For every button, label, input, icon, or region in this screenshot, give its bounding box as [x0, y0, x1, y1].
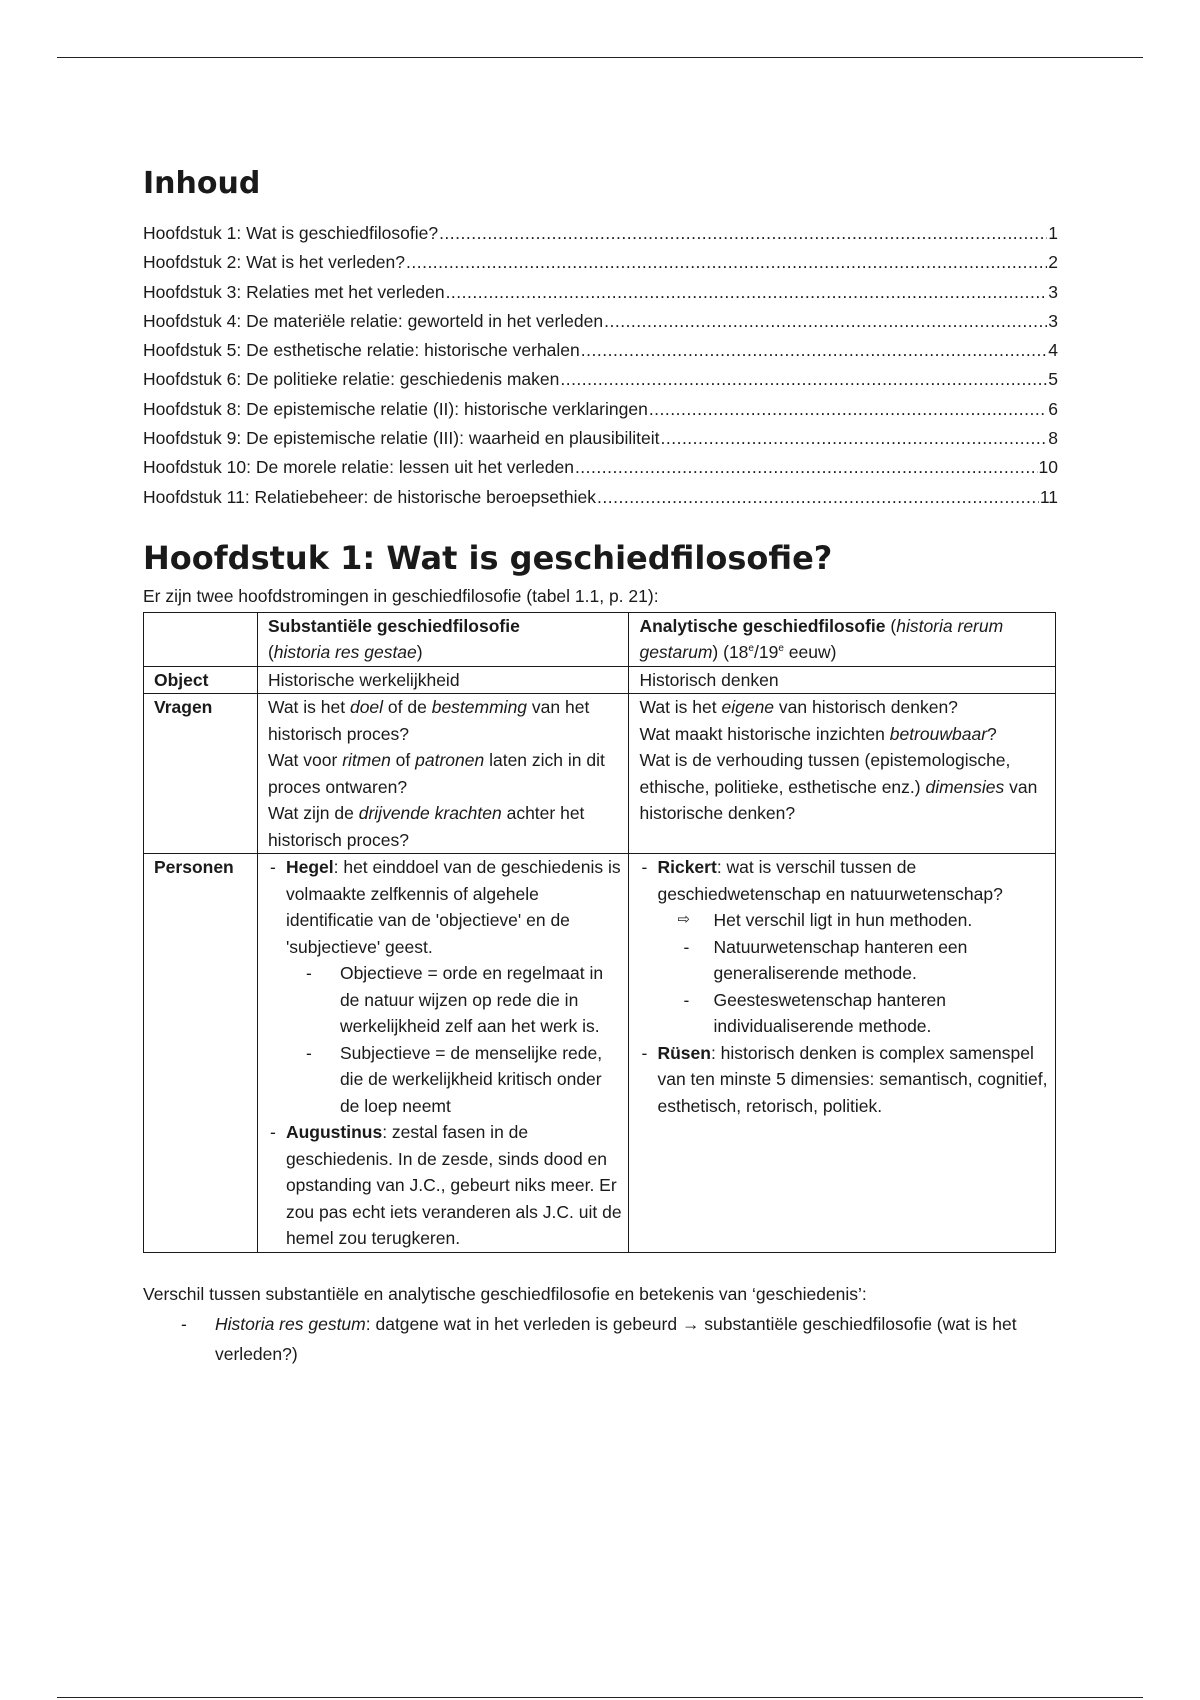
toc-leader: [560, 365, 1047, 394]
toc-leader: [581, 336, 1048, 365]
comparison-table: [143, 612, 1056, 1253]
person-text: : historisch denken is complex samenspel van ten minste 5 dimensies: semantisch, cognitief, esthetisch, retorisch, politiek.: [657, 1042, 1048, 1116]
text: van historisch denken?: [774, 697, 958, 718]
object-analytic: Historisch denken: [629, 666, 1056, 694]
century-word: eeuw: [788, 642, 831, 663]
toc-entry[interactable]: [143, 424, 1058, 453]
toc-entry-label: Hoofdstuk 11: Relatiebeheer: de historische beroepsethiek: [143, 486, 597, 507]
list-item: - Subjectieve = de menselijke rede, die de werkelijkheid kritisch onder de loep neemt: [286, 1040, 623, 1120]
question: [268, 747, 623, 800]
person-name: Rüsen: [657, 1042, 711, 1063]
toc-leader: [604, 307, 1047, 336]
person-name: Augustinus: [285, 1122, 383, 1143]
text: Wat voor: [267, 750, 343, 771]
text: van het historisch proces?: [267, 697, 590, 744]
toc-entry[interactable]: [143, 365, 1058, 394]
toc-entry-label: Hoofdstuk 9: De epistemische relatie (III): waarheid en plausibiliteit: [143, 428, 660, 449]
header-analytic-subtitle: historia rerum gestarum: [639, 615, 1004, 663]
toc-entry-label: Hoofdstuk 5: De esthetische relatie: historische verhalen: [143, 340, 580, 361]
emphasis: patronen: [415, 750, 485, 771]
toc-leader: [661, 424, 1048, 453]
text: Wat is het: [267, 697, 350, 718]
toc-page-number: 5: [1048, 369, 1058, 390]
toc-page-number: 3: [1048, 310, 1058, 331]
emphasis: betrouwbaar: [889, 723, 988, 744]
toc-entry[interactable]: [143, 395, 1058, 424]
table-row: [144, 666, 1056, 694]
toc-page-number: 1: [1048, 223, 1058, 243]
table-row: [144, 694, 1056, 854]
century-b-sup: e: [778, 643, 784, 655]
question: [639, 721, 1049, 748]
header-substantive: Substantiële geschiedfilosofie (historia res gestae): [257, 612, 629, 666]
toc-page-number: 2: [1048, 252, 1058, 273]
century-a-sup: e: [748, 643, 754, 655]
rickert-sublist: [657, 907, 1049, 1040]
personen-analytic: [629, 854, 1056, 1253]
difference-note: Verschil tussen substantiële en analytische geschiedfilosofie en betekenis van ‘geschiedenis’:: [143, 1283, 867, 1304]
definition: : datgene wat in het verleden is gebeurd → substantiële geschiedfilosofie (wat is het verleden?): [215, 1313, 1017, 1364]
toc-entry[interactable]: [143, 219, 1058, 248]
person-name: Rickert: [657, 857, 717, 878]
toc-entry[interactable]: [143, 278, 1058, 307]
toc-leader: [406, 248, 1047, 277]
footer-rule: [57, 1697, 1143, 1698]
header-substantive-title: Substantiële geschiedfilosofie: [267, 615, 520, 636]
toc-title: Inhoud: [143, 166, 261, 201]
person-text: : zestal fasen in de geschiedenis. In de zesde, sinds dood en opstanding van J.C., gebeurt niks meer. Er zou pas echt iets veranderen als J.C. uit de hemel zou terugkeren.: [285, 1122, 622, 1249]
emphasis: bestemming: [431, 697, 528, 718]
text: of de: [383, 697, 432, 718]
person-text: : wat is verschil tussen de geschiedwetenschap en natuurwetenschap?: [657, 857, 1003, 904]
chapter-heading: Hoofdstuk 1: Wat is geschiedfilosofie?: [143, 538, 833, 577]
header-substantive-subtitle: historia res gestae: [273, 642, 417, 663]
text: Wat is het: [639, 697, 722, 718]
question: [639, 694, 1049, 721]
toc-leader: [597, 483, 1039, 512]
header-analytic-title: Analytische geschiedfilosofie: [639, 615, 886, 636]
century-b: 19: [758, 642, 779, 663]
emphasis: doel: [349, 697, 384, 718]
person-augustinus: [268, 1119, 623, 1252]
toc-entry[interactable]: [143, 336, 1058, 365]
personen-substantive: [257, 854, 629, 1253]
header-analytic: Analytische geschiedfilosofie (historia rerum gestarum) (18e/19e eeuw): [629, 612, 1056, 666]
emphasis: eigene: [721, 697, 775, 718]
toc-entry-label: Hoofdstuk 2: Wat is het verleden?: [143, 252, 405, 273]
list-item: - Natuurwetenschap hanteren een generaliserende methode.: [657, 934, 1049, 987]
row-label-vragen: Vragen: [144, 694, 258, 854]
toc-page-number: 4: [1048, 340, 1058, 361]
toc-page-number: 11: [1039, 486, 1058, 507]
person-list: [639, 854, 1049, 1119]
person-hegel: [268, 854, 623, 1119]
list-item: - Objectieve = orde en regelmaat in de natuur wijzen op rede die in werkelijkheid zelf aan het werk is.: [286, 960, 623, 1040]
toc-page-number: 8: [1048, 428, 1058, 449]
text: ?: [987, 723, 997, 744]
list-item: - Geesteswetenschap hanteren individualiserende methode.: [657, 987, 1049, 1040]
hegel-sublist: [286, 960, 623, 1119]
text: Wat zijn de: [267, 803, 359, 824]
text: achter het historisch proces?: [267, 803, 585, 850]
question: [639, 747, 1049, 827]
header-rule: [57, 57, 1143, 58]
century-a: 18: [728, 642, 749, 663]
toc-leader: [575, 453, 1038, 482]
emphasis: dimensies: [925, 776, 1005, 797]
vragen-substantive: [257, 694, 629, 854]
text: van historische denken?: [639, 776, 1038, 824]
question: [268, 694, 623, 747]
empty-header-cell: [144, 612, 258, 666]
person-text: : het einddoel van de geschiedenis is volmaakte zelfkennis of algehele identificatie van de 'objectieve' en de 'subjectieve' geest.: [285, 857, 621, 957]
toc-entry-label: Hoofdstuk 4: De materiële relatie: geworteld in het verleden: [143, 310, 604, 331]
toc-page-number: 6: [1048, 398, 1058, 419]
toc-page-number: 10: [1038, 457, 1058, 478]
emphasis: ritmen: [342, 750, 391, 771]
row-label-personen: Personen: [144, 854, 258, 1253]
toc-entry[interactable]: [143, 307, 1058, 336]
toc-leader: [446, 278, 1048, 307]
term: Historia res gestum: [215, 1313, 366, 1334]
text: Wat is de verhouding tussen (epistemologische, ethische, politieke, esthetische enz.): [639, 750, 1011, 797]
toc-entry-label: Hoofdstuk 1: Wat is geschiedfilosofie?: [143, 223, 439, 243]
text: laten zich in dit proces ontwaren?: [267, 750, 605, 797]
text: of: [390, 750, 416, 771]
person-list: [268, 854, 623, 1252]
table-of-contents: [143, 219, 1058, 512]
question: [268, 800, 623, 853]
toc-entry[interactable]: [143, 248, 1058, 277]
toc-entry-label: Hoofdstuk 8: De epistemische relatie (II): historische verklaringen: [143, 398, 648, 419]
table-header-row: [144, 612, 1056, 666]
toc-leader: [439, 219, 1047, 248]
toc-entry[interactable]: [143, 483, 1058, 512]
page-content: [143, 165, 1058, 1369]
toc-leader: [649, 395, 1047, 424]
list-item: ⇨ Het verschil ligt in hun methoden.: [657, 907, 1049, 934]
list-item: [143, 1309, 1058, 1369]
text: Wat maakt historische inzichten: [639, 723, 890, 744]
person-name: Hegel: [285, 857, 334, 878]
toc-entry-label: Hoofdstuk 10: De morele relatie: lessen uit het verleden: [143, 457, 574, 478]
chapter-intro: Er zijn twee hoofdstromingen in geschiedfilosofie (tabel 1.1, p. 21):: [143, 585, 659, 606]
note-list: [143, 1309, 1058, 1369]
object-substantive: Historische werkelijkheid: [257, 666, 629, 694]
toc-entry-label: Hoofdstuk 6: De politieke relatie: geschiedenis maken: [143, 369, 560, 390]
row-label-object: Object: [144, 666, 258, 694]
table-row: [144, 854, 1056, 1253]
vragen-analytic: [629, 694, 1056, 854]
person-rickert: [639, 854, 1049, 1040]
emphasis: drijvende krachten: [358, 803, 502, 824]
toc-page-number: 3: [1048, 281, 1058, 302]
person-rusen: [639, 1040, 1049, 1120]
toc-entry-label: Hoofdstuk 3: Relaties met het verleden: [143, 281, 445, 302]
toc-entry[interactable]: [143, 453, 1058, 482]
